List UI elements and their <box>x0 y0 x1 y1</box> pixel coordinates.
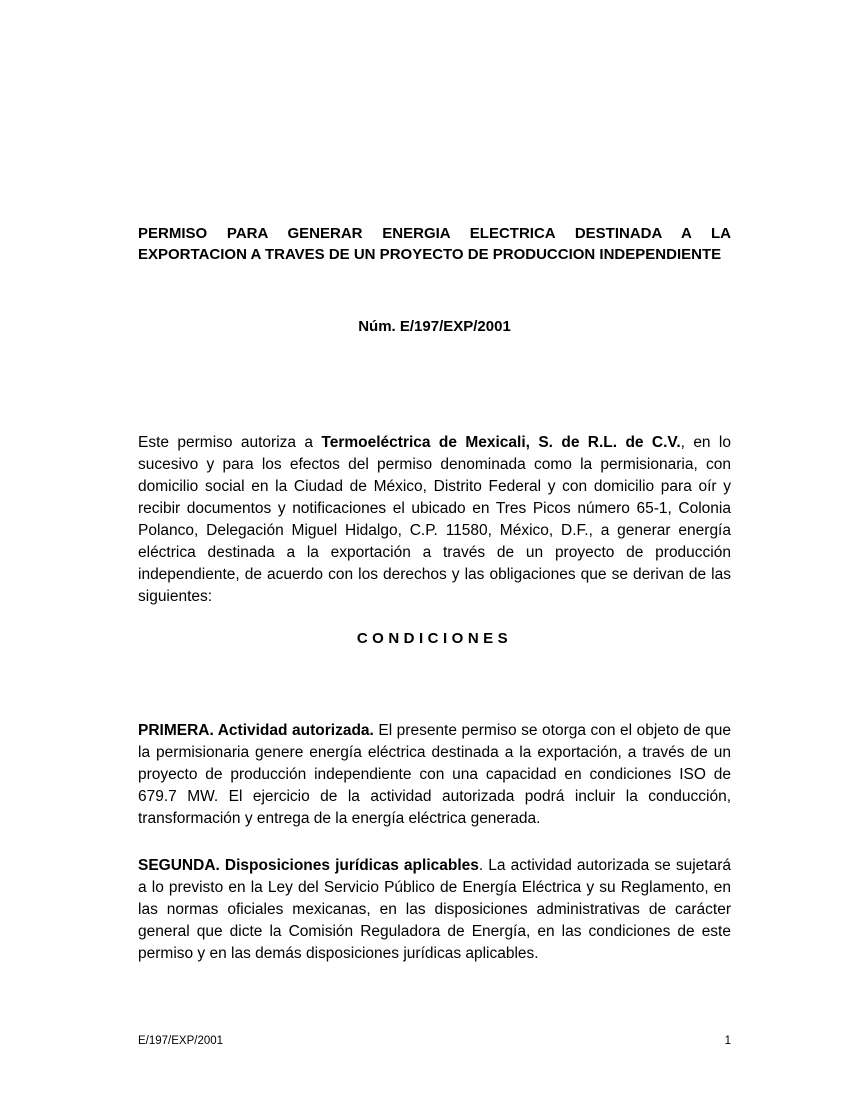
permit-number: Núm. E/197/EXP/2001 <box>358 318 511 335</box>
condition-primera-text: El presente permiso se otorga con el objeto de que la permisionaria genere energía eléctrica destinada a la exportación, a través de un proyecto de producción independiente con una capacidad en condiciones ISO de 679.7 MW. El ejercicio de la actividad autorizada podrá incluir la conducción, transformación y entrega de la energía eléctrica generada. <box>138 721 731 827</box>
condition-segunda <box>138 855 731 965</box>
intro-paragraph <box>138 432 731 608</box>
intro-rest: , en lo sucesivo y para los efectos del permiso denominada como la permisionaria, con domicilio social en la Ciudad de México, Distrito Federal y con domicilio para oír y recibir documentos y notificaciones el ubicado en Tres Picos número 65-1, Colonia Polanco, Delegación Miguel Hidalgo, C.P. 11580, México, D.F., a generar energía eléctrica destinada a la exportación a través de un proyecto de producción independiente, de acuerdo con los derechos y las obligaciones que se derivan de las siguientes: <box>138 433 731 605</box>
condition-segunda-title: SEGUNDA. Disposiciones jurídicas aplicables <box>138 856 479 874</box>
condition-segunda-text: . La actividad autorizada se sujetará a lo previsto en la Ley del Servicio Público de Energía Eléctrica y su Reglamento, en las normas oficiales mexicanas, en las disposiciones administrativas de carácter general que dicte la Comisión Reguladora de Energía, en las condiciones de este permiso y en las demás disposiciones jurídicas aplicables. <box>138 856 732 962</box>
intro-lead: Este permiso autoriza a <box>138 433 322 451</box>
permittee-name: Termoeléctrica de Mexicali, S. de R.L. de C.V. <box>321 433 681 451</box>
condition-primera-title: PRIMERA. Actividad autorizada. <box>138 721 374 739</box>
footer-permit-number: E/197/EXP/2001 <box>138 1035 224 1047</box>
conditions-heading: CONDICIONES <box>356 630 513 647</box>
document-title: PERMISO PARA GENERAR ENERGIA ELECTRICA DESTINADA A LA EXPORTACION A TRAVES DE UN PROYECTO DE PRODUCCION INDEPENDIENTE <box>138 225 731 263</box>
footer-page-number: 1 <box>724 1035 731 1047</box>
condition-primera <box>138 720 731 830</box>
